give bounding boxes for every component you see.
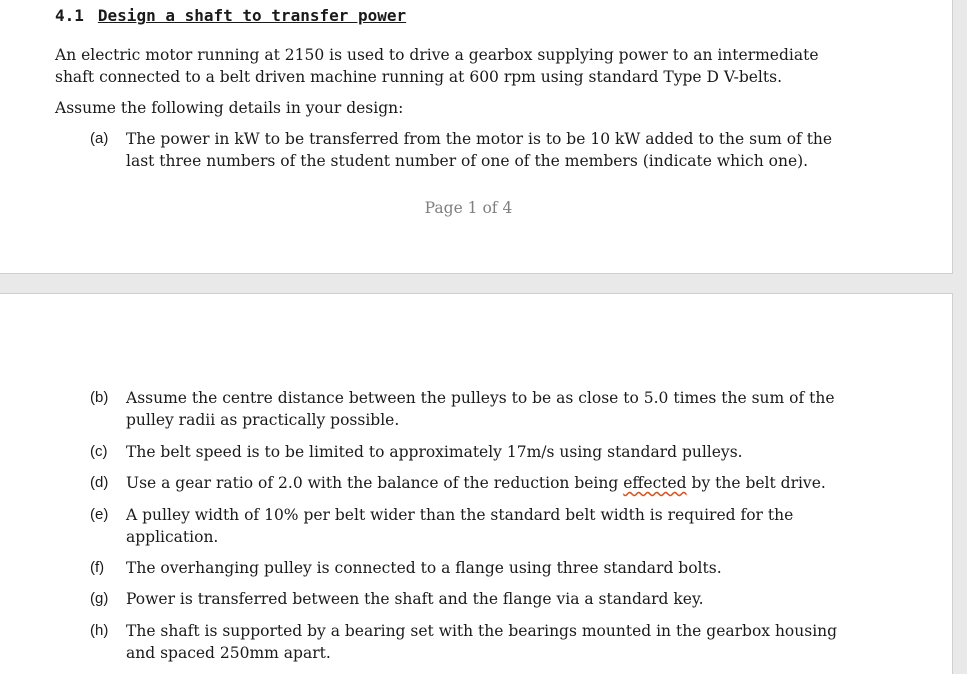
intro-paragraph [55,44,915,88]
document-page-2 [0,293,953,674]
list-item-line-1: A pulley width of 10% per belt wider than the standard belt width is required for the [126,506,794,524]
intro-line-1: An electric motor running at 2150 is used to drive a gearbox supplying power to an intermediate [55,46,819,64]
list-item-label: (b) [90,389,109,406]
list-item-text-before: Use a gear ratio of 2.0 with the balance of the reduction being [126,474,624,492]
section-number: 4.1 [55,6,84,25]
list-item-label: (e) [90,506,109,523]
assume-paragraph: Assume the following details in your design: [55,99,404,117]
intro-line-2: shaft connected to a belt driven machine running at 600 rpm using standard Type D V-belts. [55,68,782,86]
list-item-line-1 [126,472,880,494]
list-item-line-2: and spaced 250mm apart. [126,644,331,662]
list-item-label: (f) [90,559,105,576]
list-item-text-after: by the belt drive. [686,474,826,492]
list-item-line-1: Power is transferred between the shaft and the flange via a standard key. [126,590,704,608]
list-item-line-2: last three numbers of the student number of one of the members (indicate which one). [126,152,809,170]
spellcheck-flagged-word[interactable]: effected [623,474,687,492]
list-item-line-1: The power in kW to be transferred from the motor is to be 10 kW added to the sum of the [126,130,833,148]
list-item-c [90,441,880,463]
list-item-label: (g) [90,590,109,607]
page-number-indicator: Page 1 of 4 [424,199,513,217]
list-item-line-1: The shaft is supported by a bearing set with the bearings mounted in the gearbox housing [126,622,838,640]
list-item-h [90,620,880,664]
list-item-line-1: Assume the centre distance between the pulleys to be as close to 5.0 times the sum of the [126,389,835,407]
list-item-label: (d) [90,474,109,491]
list-item-b [90,387,880,431]
list-item-line-1: The overhanging pulley is connected to a flange using three standard bolts. [126,559,722,577]
list-item-line-1: The belt speed is to be limited to approximately 17m/s using standard pulleys. [126,443,743,461]
section-heading [55,6,406,25]
list-item-label: (h) [90,622,109,639]
list-item-d [90,472,880,494]
list-item-line-2: application. [126,528,219,546]
section-title: Design a shaft to transfer power [97,6,407,25]
list-item-label: (c) [90,443,108,460]
list-item-e [90,504,880,548]
list-item-a [90,128,880,172]
list-item-label: (a) [90,130,109,147]
list-item-line-2: pulley radii as practically possible. [126,411,400,429]
document-page-1 [0,0,953,274]
list-item-g [90,588,880,610]
list-item-f [90,557,880,579]
